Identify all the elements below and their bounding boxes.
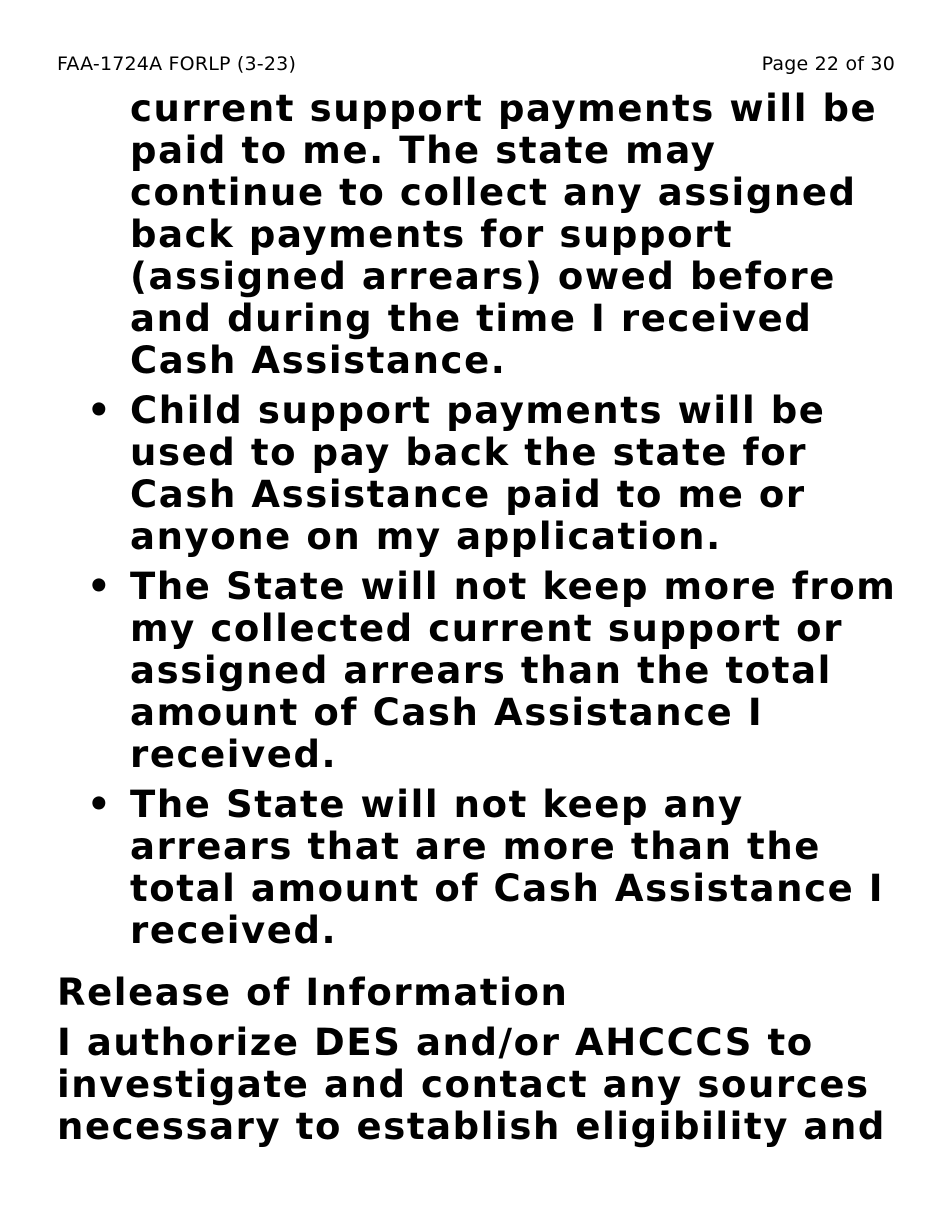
form-id: FAA-1724A FORLP (3-23) xyxy=(57,53,297,75)
continuation-paragraph: current support payments will be paid to me. The state may continue to collect any assigned back payments for support (assigned arrears) owed before and during the time I received Cash Assistance. xyxy=(130,87,878,382)
bullet-icon: • xyxy=(87,565,113,608)
bullet-text: Child support payments will be used to pay back the state for Cash Assistance paid to me or anyone on my application. xyxy=(130,389,826,558)
bullet-text: The State will not keep any arrears that are more than the total amount of Cash Assistance I received. xyxy=(130,783,885,952)
bullet-text: The State will not keep more from my collected current support or assigned arrears than the total amount of Cash Assistance I received. xyxy=(130,565,897,776)
page-header xyxy=(57,52,895,76)
bullet-icon: • xyxy=(87,783,113,826)
page-content xyxy=(57,88,907,1148)
bullet-list xyxy=(57,390,907,952)
page-number: Page 22 of 30 xyxy=(761,53,895,75)
release-of-information-text: I authorize DES and/or AHCCCS to investigate and contact any sources necessary to establish eligibility and xyxy=(57,1021,887,1148)
bullet-item xyxy=(57,390,907,558)
bullet-icon: • xyxy=(87,389,113,432)
release-of-information-heading: Release of Information xyxy=(57,971,569,1014)
bullet-item xyxy=(57,566,907,776)
bullet-item xyxy=(57,784,907,952)
